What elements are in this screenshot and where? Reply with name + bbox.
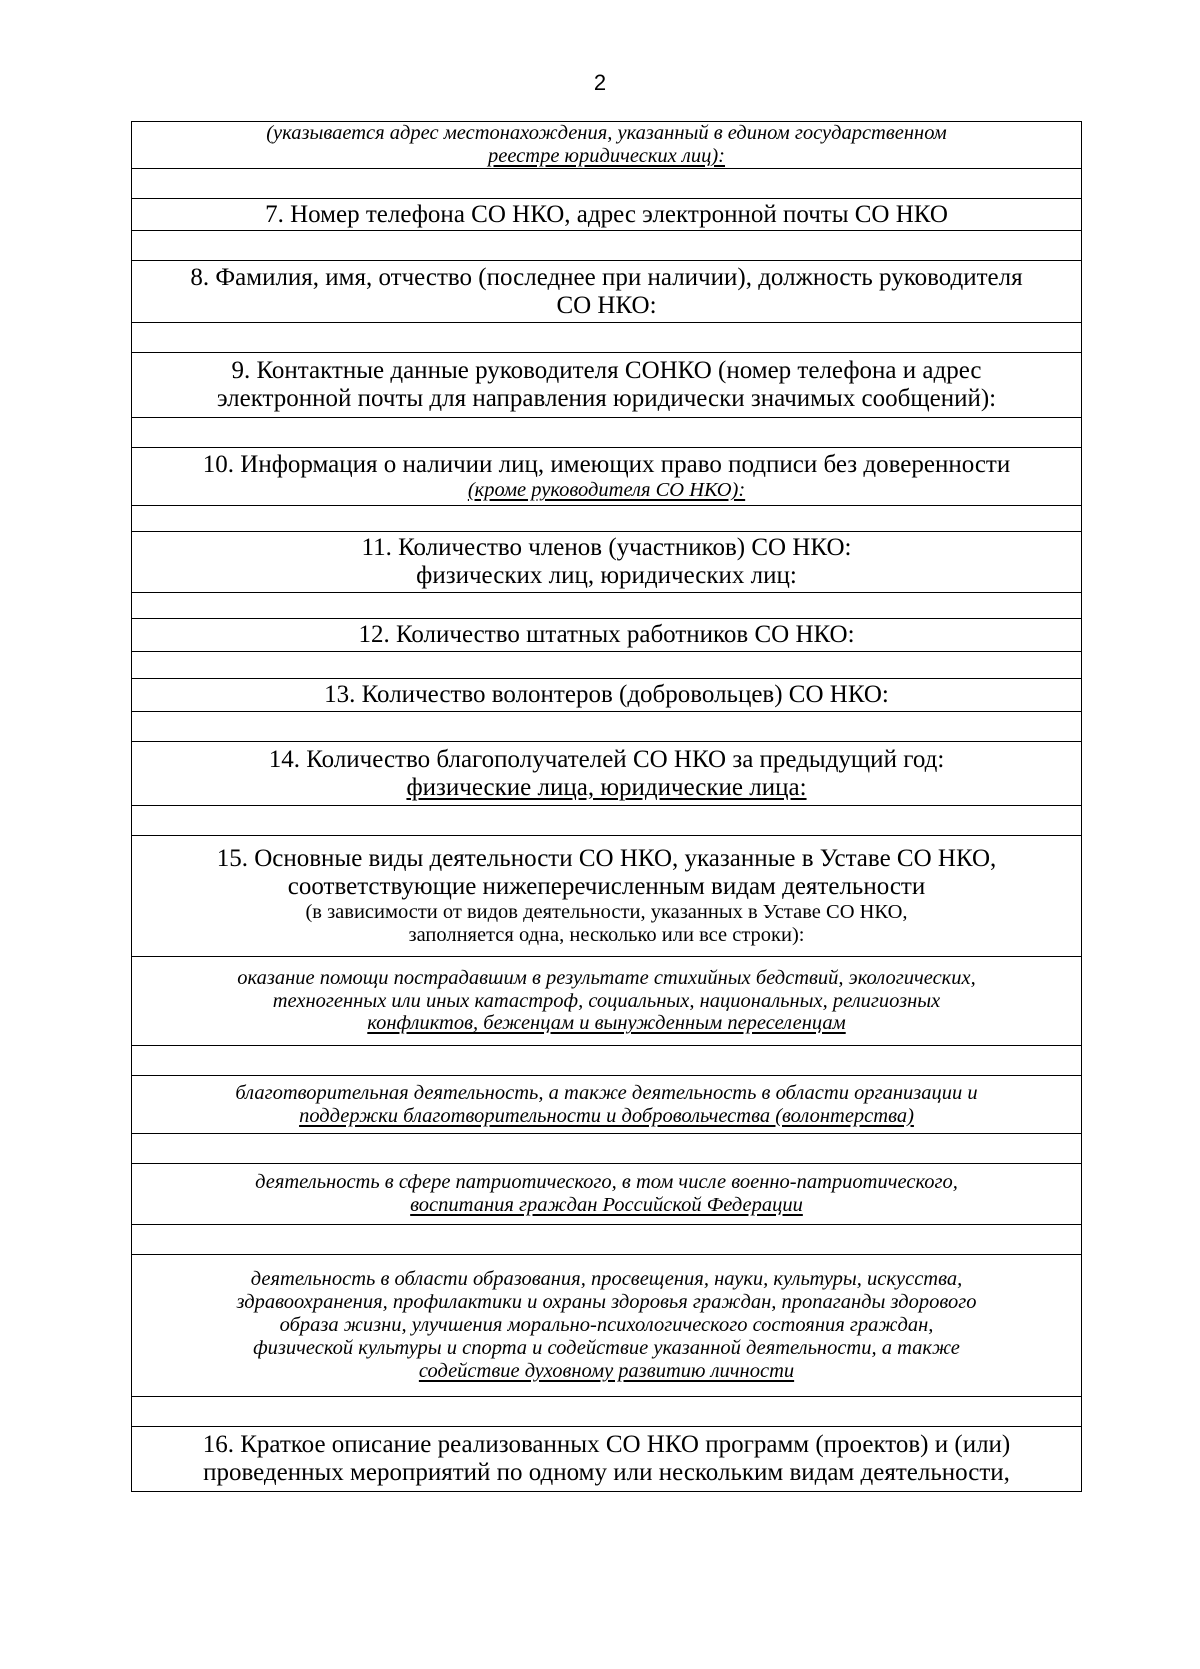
input-field-address[interactable]	[132, 169, 1081, 199]
item-9-heading-line-2: электронной почты для направления юридически значимых сообщений):	[216, 385, 997, 412]
item-15-heading-line-2: соответствующие нижеперечисленным видам деятельности	[287, 873, 926, 901]
activity-4-line-3: образа жизни, улучшения морально-психологического состояния граждан,	[279, 1314, 934, 1337]
item-8-heading-line-1: 8. Фамилия, имя, отчество (последнее при наличии), должность руководителя	[190, 263, 1023, 291]
item-12-heading: 12. Количество штатных работников СО НКО:	[358, 621, 855, 648]
row-item-11	[132, 532, 1081, 593]
input-field-members[interactable]	[132, 593, 1081, 619]
row-item-7	[132, 199, 1081, 231]
item-11-heading-line-2: физических лиц, юридических лиц:	[416, 562, 797, 589]
row-address-note	[132, 122, 1081, 169]
activity-4-line-1: деятельность в области образования, просвещения, науки, культуры, искусства,	[250, 1268, 963, 1291]
activity-4-line-2: здравоохранения, профилактики и охраны здоровья граждан, пропаганды здорового	[236, 1291, 977, 1314]
item-15-heading-line-1: 15. Основные виды деятельности СО НКО, указанные в Уставе СО НКО,	[216, 845, 997, 873]
item-9-heading-line-1: 9. Контактные данные руководителя СОНКО (номер телефона и адрес	[231, 357, 982, 384]
activity-1-line-1: оказание помощи пострадавшим в результате стихийных бедствий, экологических,	[237, 966, 976, 989]
activity-1-line-3: конфликтов, беженцам и вынужденным переселенцам	[367, 1012, 846, 1035]
input-field-staff[interactable]	[132, 652, 1081, 679]
activity-2-line-2: поддержки благотворительности и добровольчества (волонтерства)	[299, 1104, 914, 1127]
row-item-10	[132, 448, 1081, 506]
item-8-heading-line-2: СО НКО:	[556, 291, 657, 319]
input-field-director-contacts[interactable]	[132, 418, 1081, 448]
input-field-activity-3[interactable]	[132, 1225, 1081, 1255]
activity-1-line-2: техногенных или иных катастроф, социальных, национальных, религиозных	[272, 989, 941, 1012]
input-field-director-name[interactable]	[132, 323, 1081, 353]
input-field-beneficiaries[interactable]	[132, 806, 1081, 836]
item-15-note-line-1: (в зависимости от видов деятельности, указанных в Уставе СО НКО,	[305, 901, 908, 924]
page-number: 2	[593, 70, 607, 95]
row-item-12	[132, 619, 1081, 652]
activity-4-line-4: физической культуры и спорта и содействие указанной деятельности, а также	[253, 1336, 960, 1359]
input-field-activity-1[interactable]	[132, 1046, 1081, 1076]
address-note-line-2: реестре юридических лиц):	[488, 145, 725, 167]
item-7-heading: 7. Номер телефона СО НКО, адрес электронной почты СО НКО	[265, 200, 948, 228]
activity-3-line-2: воспитания граждан Российской Федерации	[410, 1194, 803, 1216]
row-item-8	[132, 261, 1081, 323]
row-activity-education-health	[132, 1255, 1081, 1397]
row-activity-charity	[132, 1076, 1081, 1134]
row-item-16	[132, 1427, 1081, 1492]
row-item-14	[132, 742, 1081, 806]
input-field-signatories[interactable]	[132, 506, 1081, 532]
input-field-activity-4[interactable]	[132, 1397, 1081, 1427]
input-field-phone-email[interactable]	[132, 231, 1081, 261]
item-15-note-line-2: заполняется одна, несколько или все строки):	[408, 924, 805, 946]
item-11-heading-line-1: 11. Количество членов (участников) СО НКО:	[361, 534, 852, 561]
row-item-15	[132, 836, 1081, 957]
activity-2-line-1: благотворительная деятельность, а также деятельность в области организации и	[235, 1081, 978, 1104]
input-field-activity-2[interactable]	[132, 1134, 1081, 1164]
item-14-heading-line-2: физические лица, юридические лица:	[406, 773, 807, 801]
item-10-heading: 10. Информация о наличии лиц, имеющих право подписи без доверенности	[202, 451, 1011, 479]
item-16-heading-line-1: 16. Краткое описание реализованных СО НКО программ (проектов) и (или)	[202, 1431, 1011, 1458]
activity-3-line-1: деятельность в сфере патриотического, в том числе военно-патриотического,	[255, 1171, 958, 1194]
row-item-9	[132, 353, 1081, 418]
item-10-note: (кроме руководителя СО НКО):	[467, 479, 746, 502]
application-form-table	[131, 121, 1082, 1492]
row-activity-emergency-aid	[132, 957, 1081, 1046]
input-field-volunteers[interactable]	[132, 712, 1081, 742]
item-14-heading-line-1: 14. Количество благополучателей СО НКО за предыдущий год:	[268, 745, 945, 773]
row-item-13	[132, 679, 1081, 712]
item-16-heading-line-2: проведенных мероприятий по одному или нескольким видам деятельности,	[203, 1459, 1010, 1486]
row-activity-patriotic	[132, 1164, 1081, 1225]
address-note-line-1: (указывается адрес местонахождения, указанный в едином государственном	[266, 122, 947, 145]
item-13-heading: 13. Количество волонтеров (добровольцев) СО НКО:	[324, 681, 889, 708]
activity-4-line-5: содействие духовному развитию личности	[418, 1359, 795, 1382]
